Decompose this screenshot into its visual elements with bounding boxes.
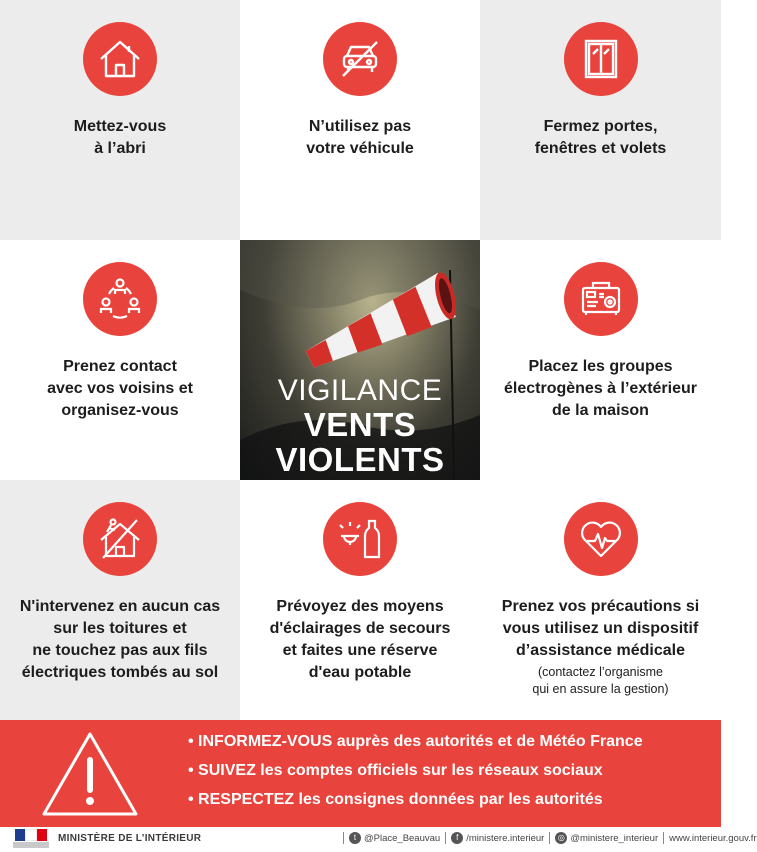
logo-caption [13, 842, 49, 848]
heart-pulse-icon [564, 502, 638, 576]
advice-generators [480, 240, 721, 480]
house-icon [83, 22, 157, 96]
advice-contact-neighbors [0, 240, 240, 480]
advice-close-windows [480, 0, 721, 240]
advice-label: Prenez vos précautions si vous utilisez un dispositif d’assistance médicale [501, 598, 700, 659]
advice-note: (contactez l’organisme qui en assure la gestion) [532, 665, 669, 696]
alert-item: • INFORMEZ-VOUS auprès des autorités et de Météo France [188, 733, 643, 750]
warning-icon [40, 730, 140, 818]
twitter-icon: t [349, 832, 361, 844]
center-title-line1: VIGILANCE [277, 374, 443, 407]
no-car-icon [323, 22, 397, 96]
facebook-icon: f [451, 832, 463, 844]
center-title-line2: VENTS [303, 406, 417, 443]
advice-label: Prenez contact avec vos voisins et organisez-vous [47, 358, 193, 419]
alert-item: • SUIVEZ les comptes officiels sur les réseaux sociaux [188, 762, 603, 779]
advice-label: N'intervenez en aucun cas sur les toitures et ne touchez pas aux fils électriques tombés au sol [19, 598, 221, 681]
advice-emergency-supplies [240, 480, 480, 720]
vigilance-image [240, 240, 480, 480]
advice-label: Fermez portes, fenêtres et volets [534, 118, 667, 157]
center-title-line3: VIOLENTS [275, 441, 445, 478]
advice-no-roof [0, 480, 240, 720]
social-links [338, 832, 757, 844]
advice-label: Placez les groupes électrogènes à l’extérieur de la maison [504, 358, 697, 419]
advice-label: Prévoyez des moyens d'éclairages de secours et faites une réserve d'eau potable [269, 598, 451, 681]
ministry-name: MINISTÈRE DE L’INTÉRIEUR [58, 833, 202, 844]
facebook-link[interactable]: /ministere.interieur [466, 832, 545, 844]
footer [0, 827, 757, 852]
advice-label: N’utilisez pas votre véhicule [306, 118, 414, 157]
lamp-bottle-icon [323, 502, 397, 576]
advice-shelter [0, 0, 240, 240]
generator-icon [564, 262, 638, 336]
no-roof-icon [83, 502, 157, 576]
neighbors-icon [83, 262, 157, 336]
advice-label: Mettez-vous à l’abri [73, 118, 167, 157]
alert-item: • RESPECTEZ les consignes données par les autorités [188, 791, 603, 808]
alert-band [0, 720, 721, 827]
republic-logo [15, 829, 47, 841]
twitter-link[interactable]: @Place_Beauvau [364, 832, 441, 844]
instagram-icon: ◎ [555, 832, 567, 844]
window-icon [564, 22, 638, 96]
alert-list [188, 727, 643, 814]
instagram-link[interactable]: @ministere_interieur [570, 832, 659, 844]
advice-medical-device [480, 480, 721, 720]
website-link[interactable]: www.interieur.gouv.fr [669, 832, 757, 844]
advice-no-vehicle [240, 0, 480, 240]
